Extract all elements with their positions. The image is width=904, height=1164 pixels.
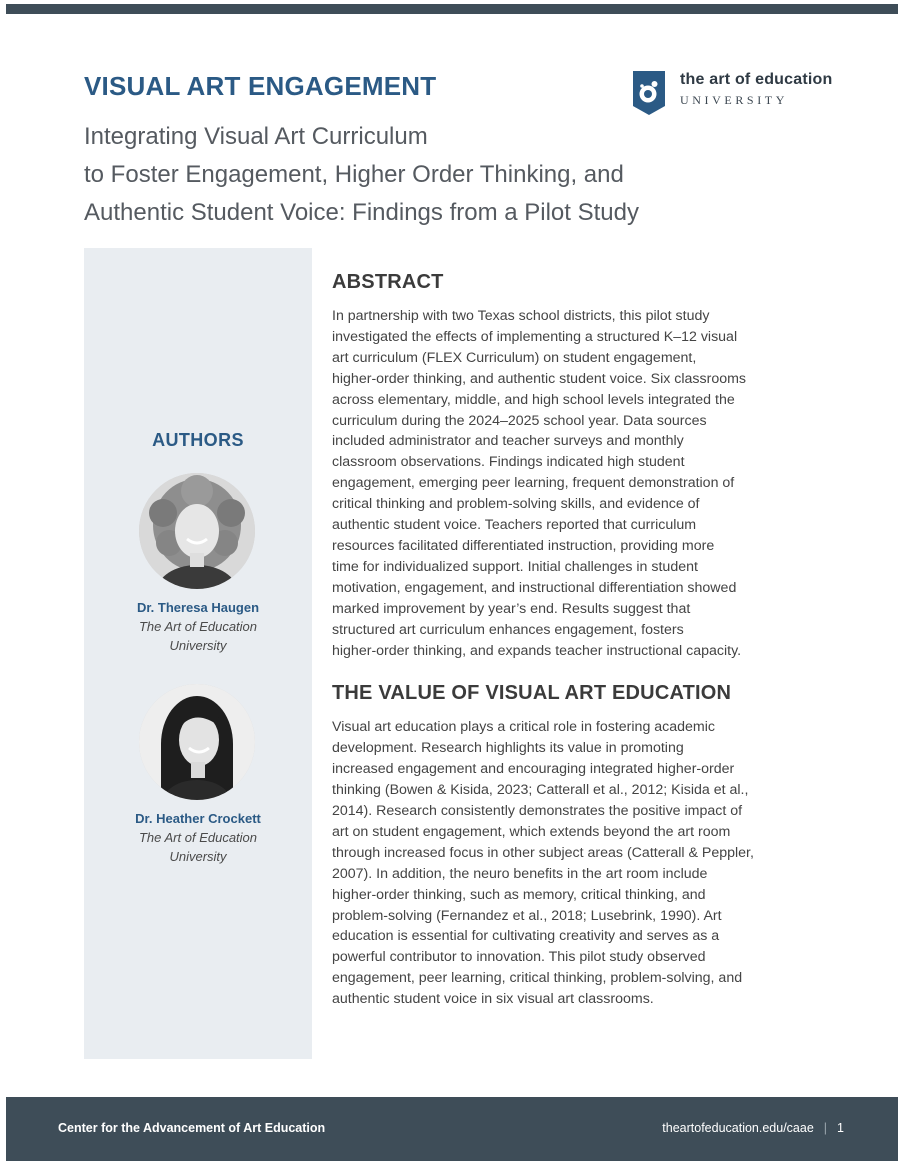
body-line: education is essential for cultivating creativity and serves as a [332,928,720,945]
footer-separator: | [823,1121,828,1135]
author-affiliation: The Art of Education University [138,830,258,864]
aoeu-shield-icon [632,70,666,116]
body-line: 2007). In addition, the neuro benefits in the art room include [332,865,708,882]
author-name: Dr. Heather Crockett [135,811,261,826]
body-line: curriculum during the 2024–2025 school year. Data sources [332,412,707,429]
body-line: engagement, emerging peer learning, frequent demonstration of [332,475,735,492]
aoeu-logo [632,70,832,116]
author-card [84,809,312,866]
logo-university: UNIVERSITY [680,93,788,107]
value-section [332,679,822,1010]
body-line: development. Research highlights its value in promoting [332,740,684,757]
author-photo-crockett [139,684,255,800]
footer-url-link[interactable]: theartofeducation.edu/caae [662,1121,814,1135]
footer-org-name: Center for the Advancement of Art Education [58,1121,326,1135]
body-line: higher-order thinking, and expands teacher instructional capacity. [332,642,742,659]
subtitle-line: Authentic Student Voice: Findings from a Pilot Study [84,199,639,226]
body-line: In partnership with two Texas school districts, this pilot study [332,308,710,324]
body-line: time for individualized support. Initial challenges in student [332,558,698,575]
abstract-section [332,268,822,661]
author-name: Dr. Theresa Haugen [136,600,260,615]
abstract-heading: ABSTRACT [332,271,444,293]
body-line: thinking (Bowen & Kisida, 2023; Catterall et al., 2012; Kisida et al., [332,782,749,799]
top-bar [6,4,898,14]
body-line: marked improvement by year’s end. Results suggest that [332,600,691,617]
page-subtitle [84,118,844,232]
body-line: authentic student voice in six visual art classrooms. [332,991,654,1008]
body-line: included administrator and teacher surveys and monthly [332,433,684,450]
body-line: motivation, engagement, and instructional differentiation showed [332,579,737,596]
value-body [332,717,822,1010]
body-line: art curriculum (FLEX Curriculum) on student engagement, [332,349,697,366]
body-line: higher-order thinking, such as memory, critical thinking, and [332,886,706,903]
body-line: critical thinking and problem-solving skills, and evidence of [332,496,700,513]
abstract-body [332,306,822,661]
body-line: structured art curriculum enhances engagement, fosters [332,621,684,638]
body-line: through increased focus in other subject areas (Catterall & Peppler, [332,844,754,861]
page-footer [6,1097,898,1161]
author-affiliation: The Art of Education University [138,619,258,653]
logo-wordmark: the art of education [680,71,833,88]
value-heading: THE VALUE OF VISUAL ART EDUCATION [332,682,732,705]
author-card [84,598,312,655]
body-line: resources facilitated differentiated instruction, providing more [332,537,715,554]
body-line: authentic student voice. Teachers reported that curriculum [332,517,697,534]
body-line: powerful contributor to innovation. This pilot study observed [332,949,706,966]
page-number: 1 [837,1121,844,1135]
subtitle-line: to Foster Engagement, Higher Order Thinking, and [84,161,624,188]
body-line: 2014). Research consistently demonstrates the positive impact of [332,803,743,820]
body-line: classroom observations. Findings indicated high student [332,454,685,471]
body-line: art on student engagement, which extends beyond the art room [332,823,731,840]
footer-right [662,1121,844,1135]
body-line: Visual art education plays a critical role in fostering academic [332,719,715,736]
author-photo-haugen [139,473,255,589]
main-content [332,268,822,1010]
subtitle-line: Integrating Visual Art Curriculum [84,123,428,150]
body-line: higher-order thinking, and authentic student voice. Six classrooms [332,370,747,387]
page-title: VISUAL ART ENGAGEMENT [84,71,437,101]
body-line: investigated the effects of implementing a structured K–12 visual [332,328,738,345]
body-line: engagement, peer learning, critical thinking, problem-solving, and [332,970,743,987]
authors-sidebar [84,248,312,1059]
body-line: problem-solving (Fernandez et al., 2018; Lusebrink, 1990). Art [332,907,722,924]
body-line: increased engagement and encouraging integrated higher-order [332,761,735,778]
body-line: across elementary, middle, and high school levels integrated the [332,391,735,408]
authors-heading: AUTHORS [152,430,244,450]
